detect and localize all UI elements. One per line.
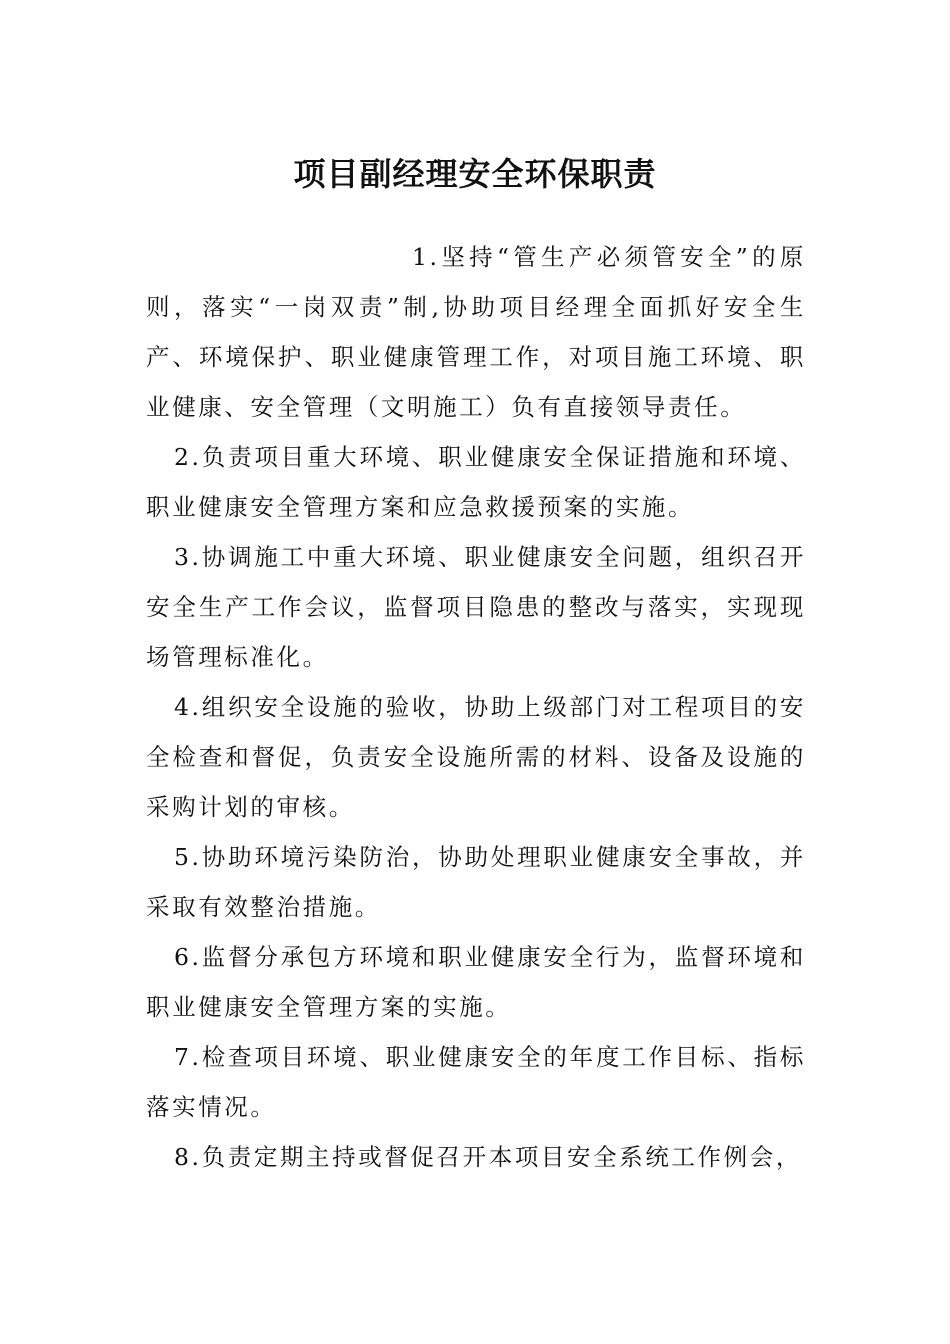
paragraph-6: 6.监督分承包方环境和职业健康安全行为，监督环境和职业健康安全管理方案的实施。 <box>146 943 806 1021</box>
paragraph-2: 2.负责项目重大环境、职业健康安全保证措施和环境、职业健康安全管理方案和应急救援预案的实施。 <box>146 443 806 521</box>
paragraph-4: 4.组织安全设施的验收，协助上级部门对工程项目的安全检查和督促，负责安全设施所需的材料、设备及设施的采购计划的审核。 <box>146 693 806 821</box>
page-title: 项目副经理安全环保职责 <box>293 155 657 194</box>
paragraph-8: 8.负责定期主持或督促召开本项目安全系统工作例会， <box>174 1143 802 1171</box>
paragraph-3: 3.协调施工中重大环境、职业健康安全问题，组织召开安全生产工作会议，监督项目隐患的整改与落实，实现现场管理标准化。 <box>146 543 806 671</box>
paragraph-7: 7.检查项目环境、职业健康安全的年度工作目标、指标落实情况。 <box>146 1043 806 1121</box>
paragraph-5: 5.协助环境污染防治，协助处理职业健康安全事故，并采取有效整治措施。 <box>146 843 806 921</box>
document-body <box>146 232 806 1182</box>
paragraph-1: 1.坚持“管生产必须管安全”的原则，落实“一岗双责”制,协助项目经理全面抓好安全生产、环境保护、职业健康管理工作，对项目施工环境、职业健康、安全管理（文明施工）负有直接领导责任。 <box>146 243 806 421</box>
